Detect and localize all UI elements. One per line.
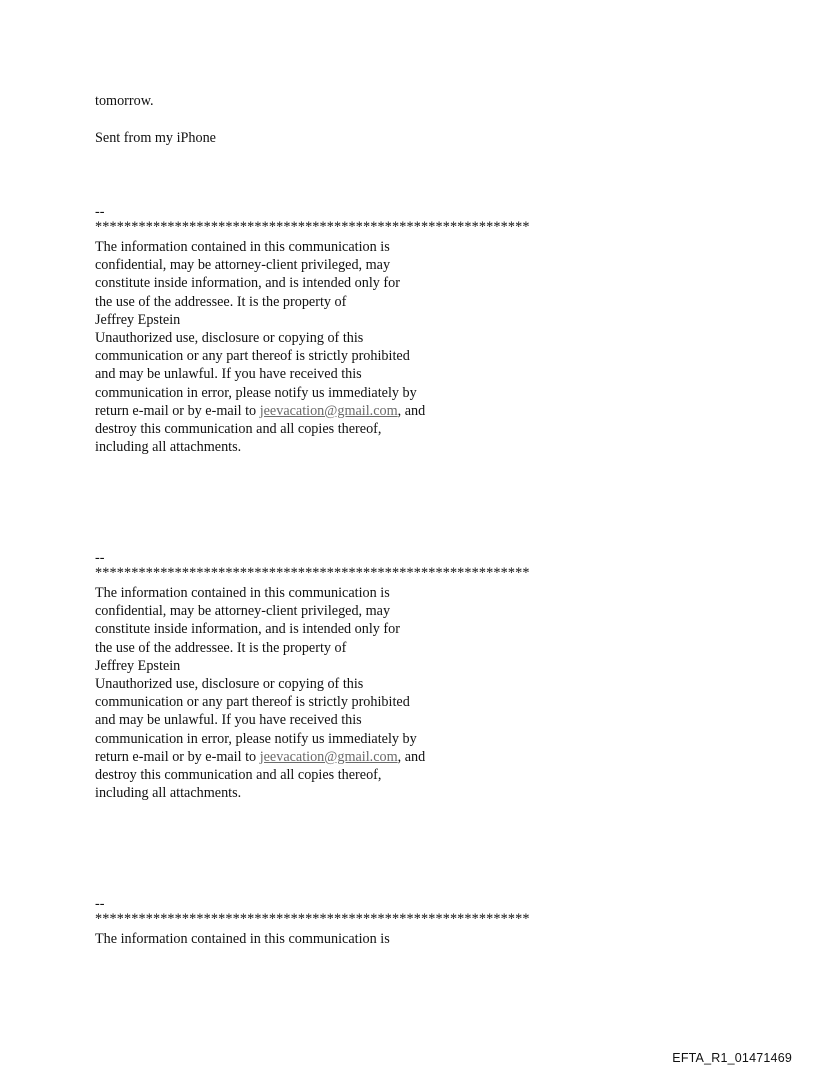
disclaimer-line: and may be unlawful. If you have received this bbox=[95, 712, 362, 729]
disclaimer-line: communication in error, please notify us immediately by bbox=[95, 730, 417, 747]
separator-dashes: -- bbox=[95, 550, 105, 566]
link-prefix: return e-mail or by e-mail to bbox=[95, 402, 260, 419]
document-id: EFTA_R1_01471469 bbox=[672, 1051, 792, 1065]
closing-text: tomorrow. bbox=[95, 93, 154, 109]
disclaimer-line: Unauthorized use, disclosure or copying of this bbox=[95, 330, 364, 347]
disclaimer-line: communication or any part thereof is strictly prohibited bbox=[95, 694, 410, 711]
disclaimer-line: destroy this communication and all copies thereof, bbox=[95, 767, 382, 784]
disclaimer-line: including all attachments. bbox=[95, 785, 242, 802]
disclaimer-line: confidential, may be attorney-client privileged, may bbox=[95, 603, 391, 620]
disclaimer-line: constitute inside information, and is intended only for bbox=[95, 275, 400, 292]
disclaimer-line: constitute inside information, and is intended only for bbox=[95, 621, 400, 638]
disclaimer-block-3 bbox=[95, 897, 595, 948]
separator-stars: ************************************************************ bbox=[95, 911, 530, 927]
disclaimer-line: the use of the addressee. It is the property of bbox=[95, 293, 347, 310]
disclaimer-block-1 bbox=[95, 205, 595, 456]
disclaimer-line: destroy this communication and all copies thereof, bbox=[95, 421, 382, 438]
disclaimer-line: Jeffrey Epstein bbox=[95, 657, 181, 674]
link-suffix: , and bbox=[397, 402, 426, 419]
disclaimer-line: communication or any part thereof is strictly prohibited bbox=[95, 348, 410, 365]
email-link[interactable]: jeevacation@gmail.com bbox=[259, 402, 398, 419]
disclaimer-line: Unauthorized use, disclosure or copying of this bbox=[95, 676, 364, 693]
disclaimer-text bbox=[95, 930, 595, 948]
link-suffix: , and bbox=[397, 748, 426, 765]
separator-stars: ************************************************************ bbox=[95, 219, 530, 235]
disclaimer-line: The information contained in this communication is bbox=[95, 931, 390, 947]
disclaimer-line: and may be unlawful. If you have received this bbox=[95, 366, 362, 383]
disclaimer-line: the use of the addressee. It is the property of bbox=[95, 639, 347, 656]
disclaimer-line: The information contained in this communication is bbox=[95, 585, 390, 601]
disclaimer-line: communication in error, please notify us immediately by bbox=[95, 384, 417, 401]
disclaimer-line: confidential, may be attorney-client privileged, may bbox=[95, 257, 391, 274]
email-link[interactable]: jeevacation@gmail.com bbox=[259, 748, 398, 765]
disclaimer-line: Jeffrey Epstein bbox=[95, 311, 181, 328]
disclaimer-line: The information contained in this communication is bbox=[95, 239, 390, 255]
separator-dashes: -- bbox=[95, 204, 105, 220]
disclaimer-link-line bbox=[95, 402, 595, 420]
email-body bbox=[95, 92, 595, 147]
disclaimer-link-line bbox=[95, 748, 595, 766]
signature-text: Sent from my iPhone bbox=[95, 130, 216, 147]
separator-stars: ************************************************************ bbox=[95, 565, 530, 581]
separator-dashes: -- bbox=[95, 896, 105, 912]
disclaimer-block-2 bbox=[95, 551, 595, 802]
disclaimer-line: including all attachments. bbox=[95, 439, 242, 456]
link-prefix: return e-mail or by e-mail to bbox=[95, 748, 260, 765]
disclaimer-text bbox=[95, 584, 595, 802]
disclaimer-text bbox=[95, 238, 595, 456]
